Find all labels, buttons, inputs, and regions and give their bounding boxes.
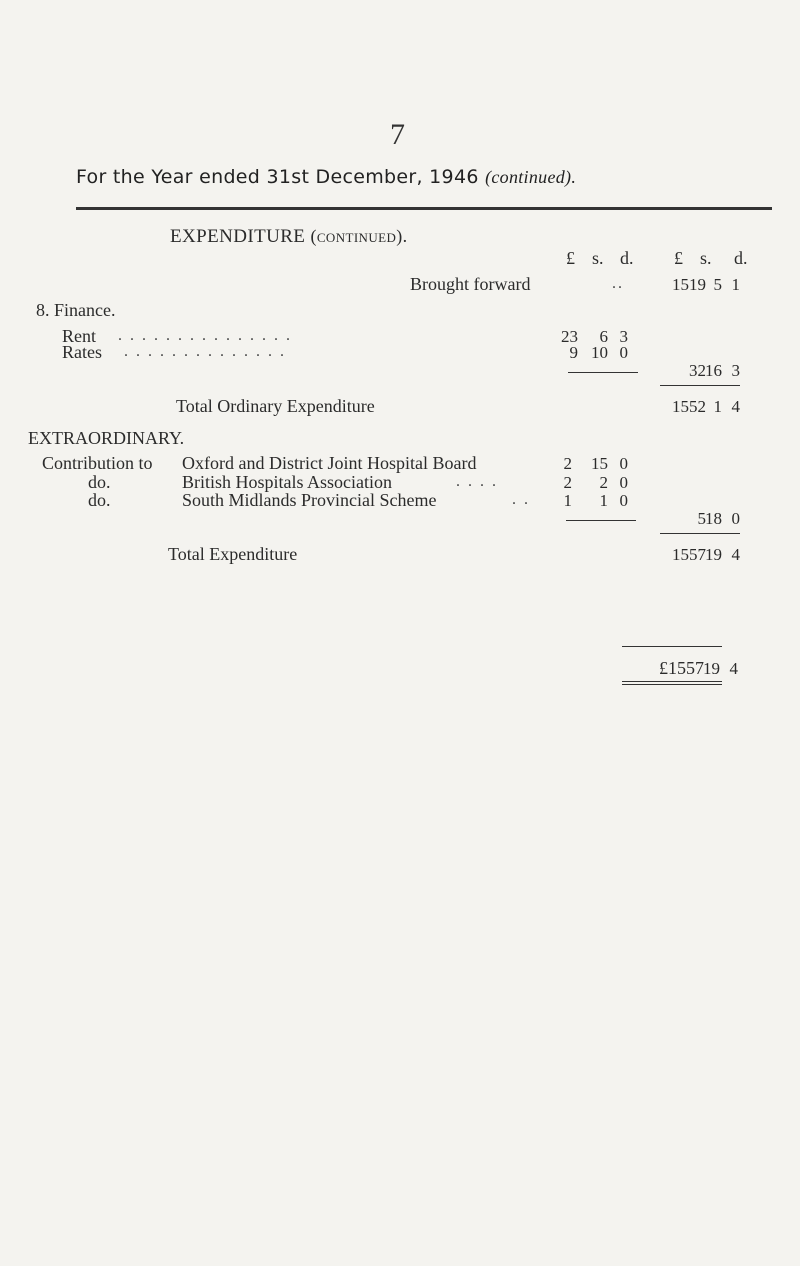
extraordinary-item-label: Oxford and District Joint Hospital Board: [182, 453, 477, 473]
rates-shillings: 10: [591, 343, 608, 362]
section-continued: (continued).: [310, 226, 408, 246]
grand-total-double-rule: [622, 684, 722, 685]
col2-shilling-header: s.: [700, 248, 712, 268]
rates-pence: 0: [619, 343, 628, 362]
col1-shilling-header: s.: [592, 248, 604, 268]
finance-subtotal-shillings: 16: [705, 361, 722, 380]
rent-pence: 3: [619, 327, 628, 346]
finance-subtotal-pounds: 32: [689, 361, 706, 380]
extraordinary-item-dots: . . . .: [456, 473, 498, 490]
extraordinary-subtotal-rule: [566, 520, 636, 521]
col2-pence-header: d.: [734, 248, 748, 268]
grand-total-top-rule: [622, 646, 722, 647]
rates-dots: . . . . . . . . . . . . . .: [124, 343, 286, 360]
total-ordinary-shillings: 1: [713, 397, 722, 416]
total-expenditure-shillings: 19: [705, 545, 722, 564]
brought-forward-pence: 1: [731, 275, 740, 294]
extraordinary-item-label: South Midlands Provincial Scheme: [182, 490, 437, 510]
extraordinary-item-prefix: do.: [88, 472, 111, 492]
total-expenditure-rule: [660, 533, 740, 534]
rent-shillings: 6: [599, 327, 608, 346]
extraordinary-item-pence: 0: [619, 491, 628, 510]
grand-total-pounds: £1557: [659, 658, 704, 678]
heading-continued: (continued).: [485, 167, 577, 187]
extraordinary-item-pounds: 2: [563, 473, 572, 492]
finance-subtotal-rule: [568, 372, 638, 373]
extraordinary-subtotal-shillings: 18: [705, 509, 722, 528]
rent-label: Rent: [62, 326, 96, 346]
extraordinary-subtotal-pounds: 5: [697, 509, 706, 528]
section-title: [170, 226, 408, 248]
rent-pounds: 23: [561, 327, 578, 346]
extraordinary-subtotal-pence: 0: [731, 509, 740, 528]
extraordinary-item-prefix: do.: [88, 490, 111, 510]
col1-pound-header: £: [566, 248, 575, 268]
ordinary-total-rule: [660, 385, 740, 386]
grand-total-bottom-rule: [622, 681, 722, 682]
grand-total-pence: 4: [729, 659, 738, 678]
extraordinary-item-pounds: 2: [563, 454, 572, 473]
total-expenditure-pence: 4: [731, 545, 740, 564]
total-ordinary-label: Total Ordinary Expenditure: [176, 396, 375, 416]
page-number: 7: [390, 118, 405, 151]
finance-heading: 8. Finance.: [36, 300, 116, 320]
grand-total-shillings: 19: [703, 659, 720, 678]
heading-rule: [76, 207, 772, 210]
page-heading: [76, 166, 576, 188]
total-expenditure-pounds: 1557: [672, 545, 706, 564]
col2-pound-header: £: [674, 248, 683, 268]
section-title-text: EXPENDITURE: [170, 226, 306, 247]
total-expenditure-label: Total Expenditure: [168, 544, 298, 564]
total-ordinary-pence: 4: [731, 397, 740, 416]
rates-label: Rates: [62, 342, 102, 362]
brought-forward-shillings: 5: [713, 275, 722, 294]
brought-forward-label: Brought forward: [410, 274, 531, 294]
finance-subtotal-pence: 3: [731, 361, 740, 380]
extraordinary-item-pence: 0: [619, 454, 628, 473]
extraordinary-item-shillings: 1: [599, 491, 608, 510]
extraordinary-item-prefix: Contribution to: [42, 453, 153, 473]
brought-forward-pounds: 1519: [672, 275, 706, 294]
col1-pence-header: d.: [620, 248, 634, 268]
extraordinary-item-dots: . .: [512, 491, 530, 508]
extraordinary-item-pounds: 1: [563, 491, 572, 510]
rates-pounds: 9: [569, 343, 578, 362]
extraordinary-heading: EXTRAORDINARY.: [28, 428, 185, 448]
heading-title: For the Year ended 31st December, 1946: [76, 166, 479, 188]
extraordinary-item-shillings: 2: [599, 473, 608, 492]
extraordinary-item-label: British Hospitals Association: [182, 472, 393, 492]
rent-dots: . . . . . . . . . . . . . . .: [118, 327, 292, 344]
total-ordinary-pounds: 1552: [672, 397, 706, 416]
extraordinary-item-shillings: 15: [591, 454, 608, 473]
extraordinary-item-pence: 0: [619, 473, 628, 492]
brought-forward-dots: ..: [612, 275, 624, 292]
